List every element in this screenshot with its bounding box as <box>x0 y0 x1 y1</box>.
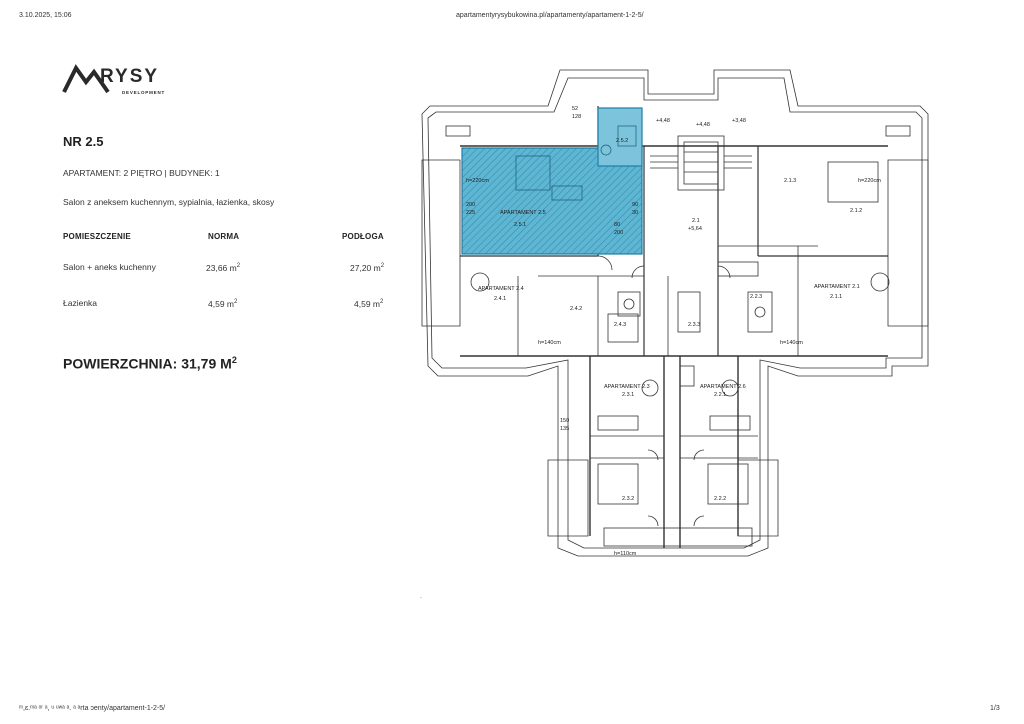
label-r241: 2.4.1 <box>494 296 507 302</box>
label-dim: 225 <box>466 210 476 216</box>
room-floor-area: 27,20 $m^2$ <box>350 263 385 273</box>
rysy-logo <box>62 62 182 102</box>
apartment-meta: APARTAMENT: 2 PIĘTRO | BUDYNEK: 1 <box>63 168 220 178</box>
room-name: Salon + aneks kuchenny <box>63 262 156 272</box>
room-norm-area: 4,59 $m^2$ <box>208 299 238 309</box>
label-skos: 128 <box>572 114 582 120</box>
label-skos: 150 <box>560 418 570 424</box>
col-header-floor: PODŁOGA <box>342 232 384 241</box>
label-r231: 2.3.1 <box>622 392 635 398</box>
label-r243: 2.4.3 <box>614 322 627 328</box>
label-skos: 52 <box>572 106 579 112</box>
print-page-number: 1/3 <box>990 705 1000 712</box>
label-dim: 200 <box>614 230 624 236</box>
print-url: apartamentyrysybukowina.pl/apartamenty/apartament-1-2-5/ <box>456 12 644 19</box>
label-height: h=110cm <box>614 551 637 557</box>
label-r232: 2.3.2 <box>622 496 635 502</box>
room-name: Łazienka <box>63 298 98 308</box>
label-r223: 2.2.3 <box>750 294 763 300</box>
label-height: h=220cm <box>858 178 881 184</box>
label-dim: 80 <box>614 222 621 228</box>
room-floor-area: 4,59 $m^2$ <box>354 299 384 309</box>
total-surface: POWIERZCHNIA: 31,79 $M^2$ <box>63 355 237 372</box>
logo-wordmark: RYSY <box>100 66 160 87</box>
logo-subtitle: DEVELOPMENT <box>122 90 166 95</box>
col-header-room: POMIESZCZENIE <box>63 232 131 241</box>
label-level: +4,48 <box>696 122 710 128</box>
label-skos: 135 <box>560 426 570 432</box>
label-r212: 2.1.2 <box>850 208 863 214</box>
label-height: h=140cm <box>780 340 803 346</box>
label-r221: 2.2.1 <box>714 392 727 398</box>
label-r251: 2.5.1 <box>514 222 527 228</box>
label-r211: 2.1.1 <box>830 294 843 300</box>
label-corridor-level: +5,64 <box>688 226 702 232</box>
label-r233: 2.3.3 <box>688 322 701 328</box>
label-height: h=220cm <box>466 178 489 184</box>
label-corridor: 2.1 <box>692 218 700 224</box>
col-header-norm: NORMA <box>208 232 240 241</box>
label-r222: 2.2.2 <box>714 496 727 502</box>
label-level: +4,48 <box>656 118 670 124</box>
label-dim: 200 <box>466 202 476 208</box>
label-apt21: APARTAMENT 2.1 <box>814 284 860 290</box>
print-datetime: 3.10.2025, 15:06 <box>19 12 72 19</box>
stray-mark: ` <box>420 598 422 604</box>
apartment-number: NR 2.5 <box>63 134 104 149</box>
label-dim: 90 <box>632 202 639 208</box>
label-height: h=140cm <box>538 340 561 346</box>
label-r252: 2.5.2 <box>616 138 629 144</box>
label-r213: 2.1.3 <box>784 178 797 184</box>
label-level: +3,48 <box>732 118 746 124</box>
room-norm-area: 23,66 $m^2$ <box>206 263 241 273</box>
apartment-description: Salon z aneksem kuchennym, sypialnia, łazienka, skosy <box>63 197 275 207</box>
label-apt25: APARTAMENT 2.5 <box>500 210 546 216</box>
label-apt24: APARTAMENT 2.4 <box>478 286 524 292</box>
print-footer-url: ᵐ,ɛ.ᵐᵃ ᵒʳ ᵃ, ᵘ ᵘʷᵃ ᵃ. ᵃ ᵃrta ɔenty/apartament-1-2-5/ <box>19 705 166 712</box>
floor-plan <box>418 66 942 564</box>
label-r242: 2.4.2 <box>570 306 583 312</box>
label-dim: 30 <box>632 210 639 216</box>
label-apt22: APARTAMENT 2.6 <box>700 384 746 390</box>
label-apt23: APARTAMENT 2.3 <box>604 384 650 390</box>
